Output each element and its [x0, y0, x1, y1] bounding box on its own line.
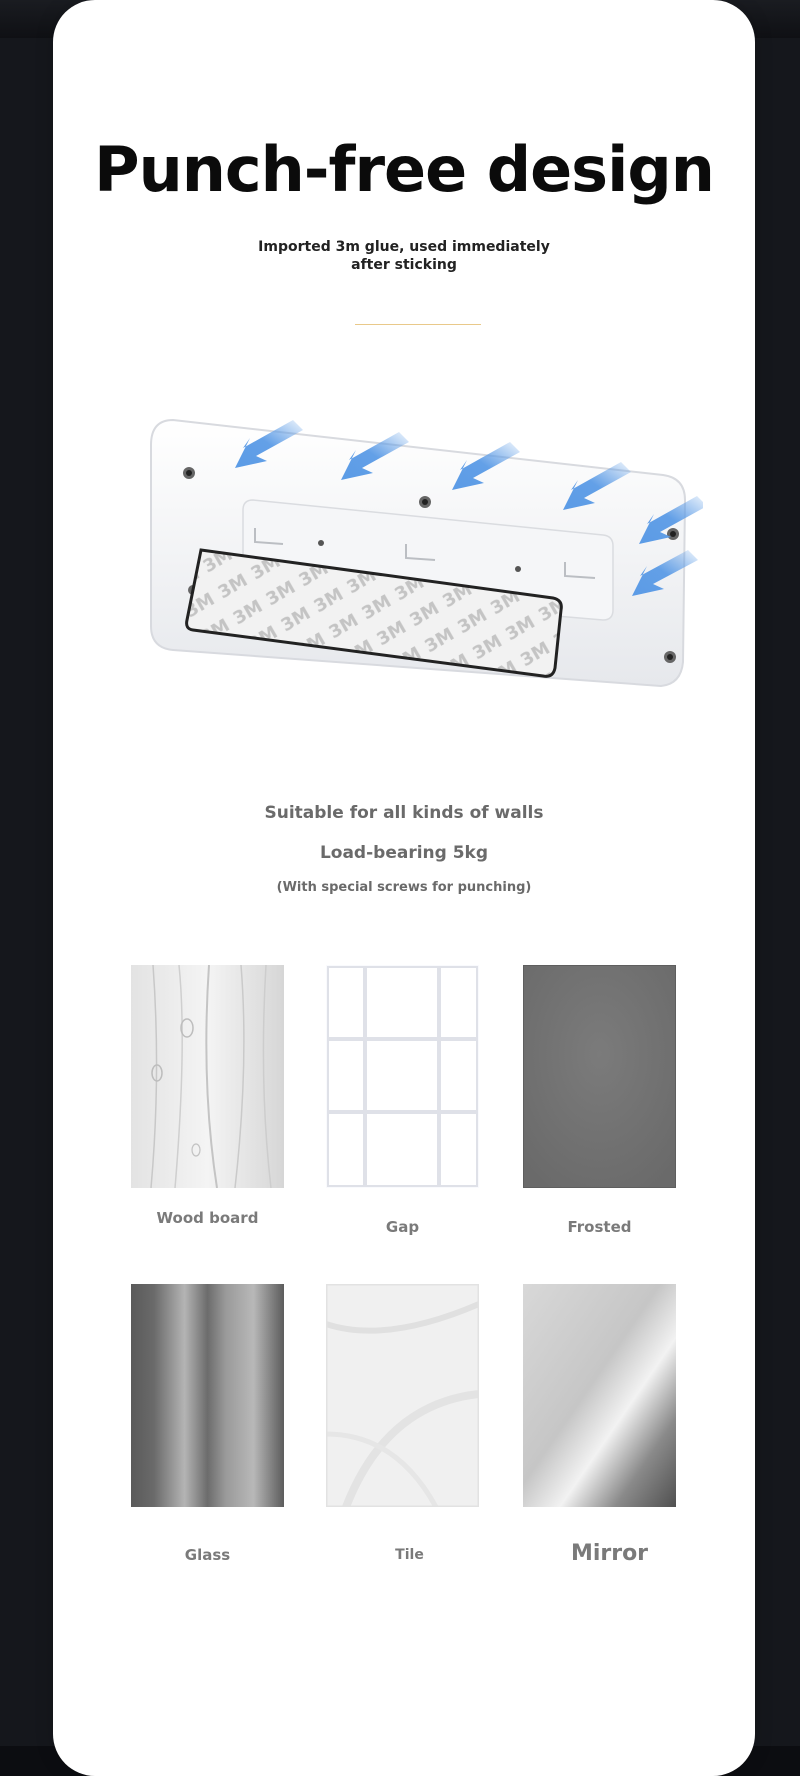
accent-divider — [355, 324, 481, 325]
wall-type-label: Mirror — [570, 1541, 649, 1566]
glass-texture-icon — [131, 1284, 284, 1507]
load-bearing-text: Load-bearing 5kg — [319, 843, 489, 863]
product-illustration — [103, 400, 703, 730]
walls-title: Suitable for all kinds of walls — [264, 803, 544, 823]
wood-texture-icon — [131, 965, 284, 1188]
tile-grid-texture-icon — [326, 965, 479, 1188]
frosted-texture-icon — [523, 965, 676, 1188]
mirror-texture-icon — [523, 1284, 676, 1507]
product-detail-card — [53, 0, 755, 1776]
wall-type-label: Frosted — [567, 1218, 632, 1236]
subheading: Imported 3m glue, used immediately after sticking — [258, 239, 550, 273]
screw-note: (With special screws for punching) — [276, 880, 532, 895]
wall-type-label: Gap — [385, 1218, 420, 1236]
marble-tile-texture-icon — [326, 1284, 479, 1507]
page-title: Punch-free design — [94, 133, 714, 206]
wall-type-label: Glass — [184, 1546, 231, 1564]
wall-type-label: Tile — [395, 1547, 424, 1563]
wall-type-label: Wood board — [156, 1209, 259, 1227]
